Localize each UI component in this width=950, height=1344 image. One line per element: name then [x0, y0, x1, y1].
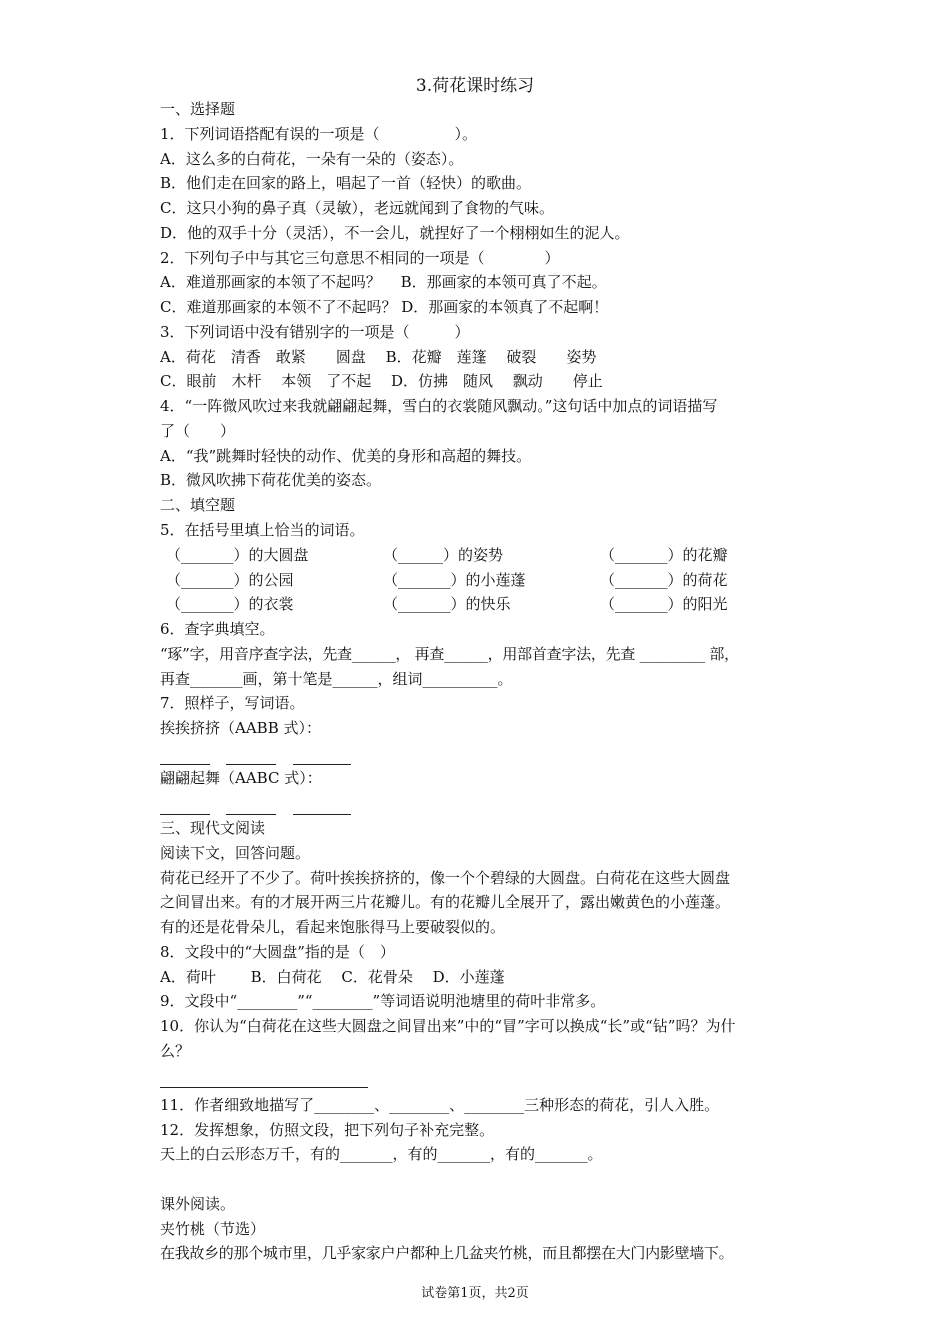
reading-intro: 阅读下文，回答问题。: [160, 844, 311, 862]
q3-stem: 3．下列词语中没有错别字的一项是（ ）: [160, 323, 470, 341]
q8-stem: 8．文段中的“大圆盘”指的是（ ）: [160, 943, 395, 961]
q4-option-b: B．微风吹拂下荷花优美的姿态。: [160, 471, 382, 489]
section-heading-reading: 三、现代文阅读: [160, 819, 266, 837]
q5-stem: 5．在括号里填上恰当的词语。: [160, 521, 365, 539]
answer-line: [293, 764, 351, 765]
q1-option-c: C．这只小狗的鼻子真（灵敏），老远就闻到了食物的气味。: [160, 199, 554, 217]
q3-options-ab: A．荷花 清香 敢紧 圆盘 B．花瓣 莲篷 破裂 姿势: [160, 348, 597, 366]
q11-stem: 11．作者细致地描写了________、________、________三种形态的荷花，引人入胜。: [160, 1096, 720, 1114]
q6-stem: 6．查字典填空。: [160, 620, 275, 638]
reading-passage-line2: 之间冒出来。有的才展开两三片花瓣儿。有的花瓣儿全展开了，露出嫩黄色的小莲蓬。: [160, 893, 731, 911]
section-heading-fill: 二、填空题: [160, 496, 236, 514]
q5-blank: （_______）的公园: [166, 571, 294, 589]
q6-line2: 再查_______画，第十笔是______，组词__________。: [160, 670, 513, 688]
extra-reading-passage: 在我故乡的那个城市里，几乎家家户户都种上几盆夹竹桃，而且都摆在大门内影壁墙下。: [160, 1244, 734, 1262]
answer-line: [293, 814, 351, 815]
q5-blank: （_______）的衣裳: [166, 595, 294, 613]
q12-line: 天上的白云形态万千，有的_______，有的_______，有的_______。: [160, 1145, 603, 1163]
section-heading-choice: 一、选择题: [160, 100, 236, 118]
q7-stem: 7．照样子，写词语。: [160, 694, 305, 712]
page-footer: 试卷第1页，共2页: [421, 1286, 529, 1301]
q5-blank: （_______）的阳光: [600, 595, 728, 613]
q1-option-d: D．他的双手十分（灵活），不一会儿，就捏好了一个栩栩如生的泥人。: [160, 224, 630, 242]
q7-example-aabb: 挨挨挤挤（AABB 式）：: [160, 719, 321, 737]
answer-line: [160, 1087, 368, 1088]
q2-options-cd: C．难道那画家的本领不了不起吗？ D．那画家的本领真了不起啊！: [160, 298, 609, 316]
q4-stem-line2: 了（ ）: [160, 422, 236, 440]
q5-blank: （_______）的小莲蓬: [383, 571, 526, 589]
q8-options: A．荷叶 B．白荷花 C．花骨朵 D．小莲蓬: [160, 968, 505, 986]
q1-option-b: B．他们走在回家的路上，唱起了一首（轻快）的歌曲。: [160, 174, 532, 192]
q1-stem: 1．下列词语搭配有误的一项是（ ）。: [160, 125, 478, 143]
q10-stem-line1: 10．你认为“白荷花在这些大圆盘之间冒出来”中的“冒”字可以换成“长”或“钻”吗？为什: [160, 1017, 736, 1035]
q5-blank: （_______）的快乐: [383, 595, 511, 613]
q4-option-a: A．“我”跳舞时轻快的动作、优美的身形和高超的舞技。: [160, 447, 532, 465]
q3-options-cd: C．眼前 木杆 本领 了不起 D．仿拂 随风 飘动 停止: [160, 372, 603, 390]
reading-passage-line3: 有的还是花骨朵儿，看起来饱胀得马上要破裂似的。: [160, 918, 506, 936]
q2-stem: 2．下列句子中与其它三句意思不相同的一项是（ ）: [160, 249, 560, 267]
q7-example-aabc: 翩翩起舞（AABC 式）：: [160, 769, 322, 787]
answer-line: [226, 814, 276, 815]
q1-option-a: A．这么多的白荷花，一朵有一朵的（姿态）。: [160, 150, 464, 168]
page-title: 3.荷花课时练习: [415, 76, 535, 96]
extra-reading-title: 夹竹桃（节选）: [160, 1220, 266, 1238]
q5-blank: （______）的姿势: [383, 546, 504, 564]
q2-options-ab: A．难道那画家的本领了不起吗？ B．那画家的本领可真了不起。: [160, 273, 607, 291]
q10-stem-line2: 么？: [160, 1042, 191, 1060]
answer-line: [160, 764, 210, 765]
q4-stem-line1: 4．“一阵微风吹过来我就翩翩起舞，雪白的衣裳随风飘动。”这句话中加点的词语描写: [160, 397, 718, 415]
answer-line: [226, 764, 276, 765]
q5-blank: （_______）的大圆盘: [166, 546, 309, 564]
q9-stem: 9．文段中“________”“________”等词语说明池塘里的荷叶非常多。: [160, 992, 606, 1010]
q6-line1: “琢”字，用音序查字法，先查______， 再查______，用部首查字法，先查 _________ 部，: [160, 645, 739, 663]
q5-blank: （_______）的荷花: [600, 571, 728, 589]
answer-line: [160, 814, 210, 815]
reading-passage-line1: 荷花已经开了不少了。荷叶挨挨挤挤的，像一个个碧绿的大圆盘。白荷花在这些大圆盘: [160, 869, 731, 887]
q12-stem: 12．发挥想象，仿照文段，把下列句子补充完整。: [160, 1121, 495, 1139]
extra-reading-heading: 课外阅读。: [160, 1195, 236, 1213]
q5-blank: （_______）的花瓣: [600, 546, 728, 564]
